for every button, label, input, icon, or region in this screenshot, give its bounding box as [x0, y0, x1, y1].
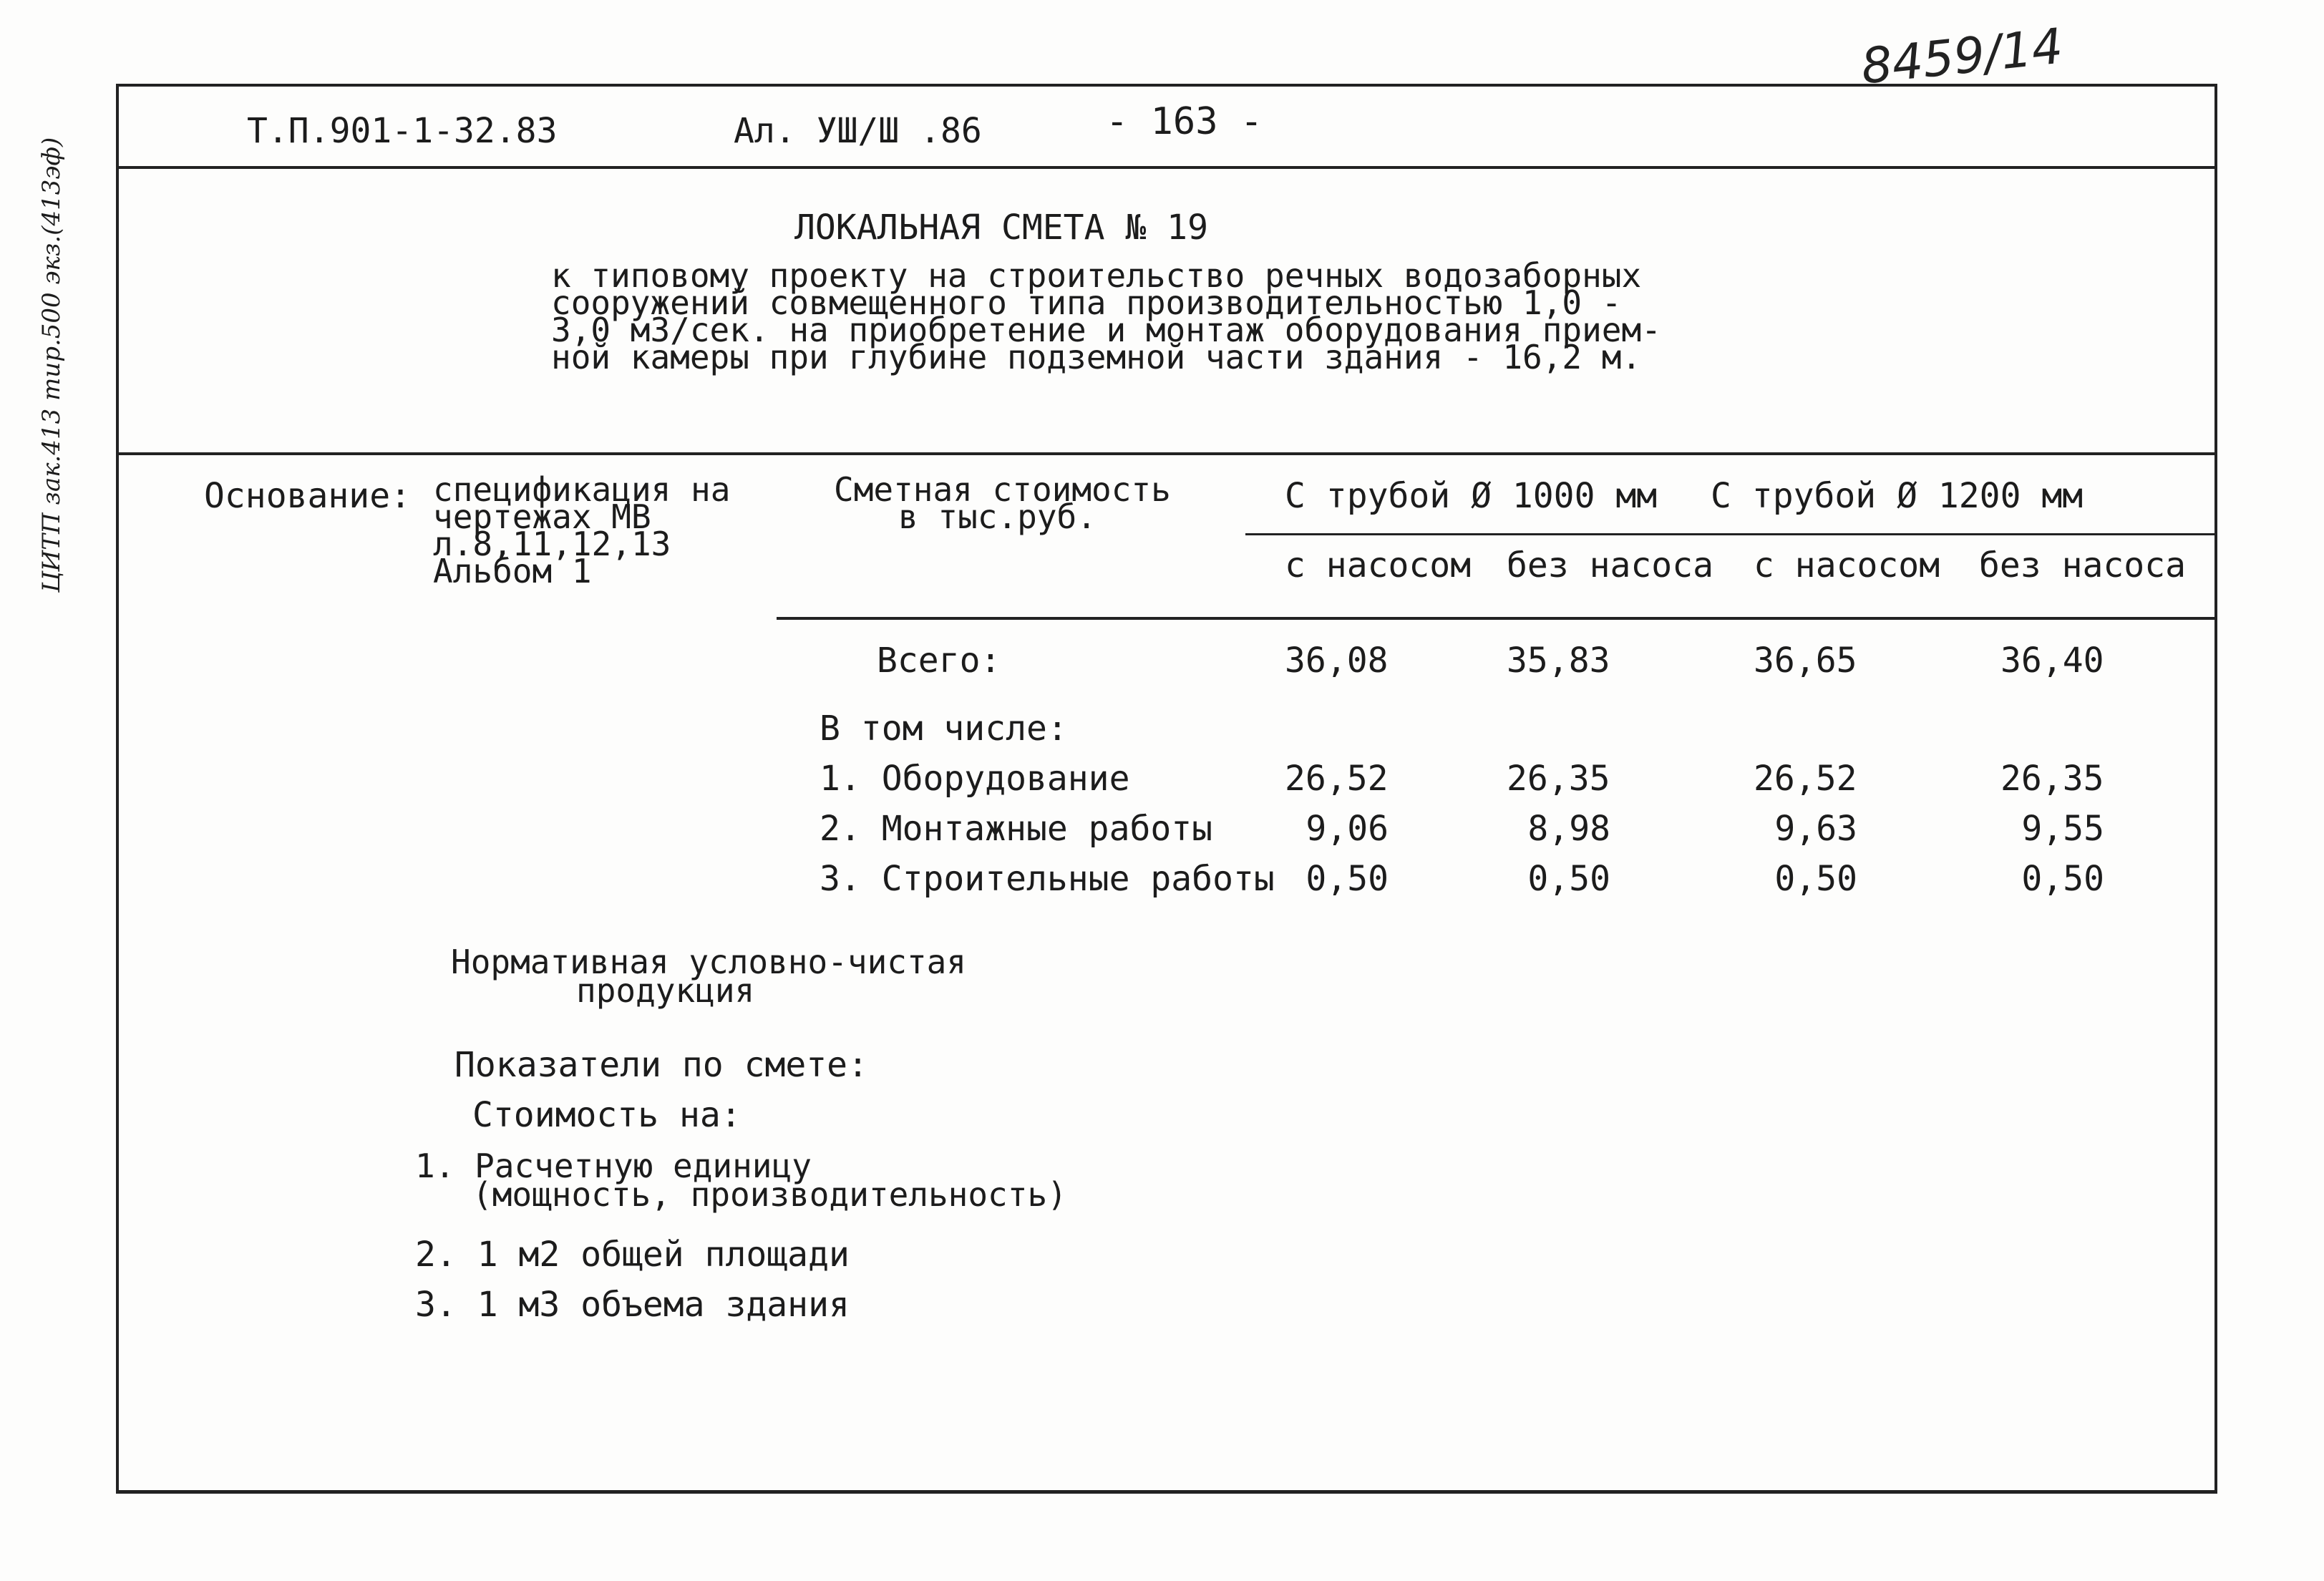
indicator-item-2: 2. 1 м2 общей площади — [415, 1235, 850, 1275]
project-code: Т.П.901-1-32.83 — [247, 111, 558, 151]
indicator-item-1-cont: (мощность, производительность) — [472, 1175, 1067, 1214]
row-total-v3: 36,65 — [1754, 641, 1857, 681]
indicator-item-1: 1. Расчетную единицу — [415, 1147, 812, 1185]
title-line-1: к типовому проекту на строительство речных водозаборных — [551, 256, 1642, 295]
row-including-label: В том числе: — [820, 709, 1068, 749]
group-1200-label: С трубой Ø 1200 мм — [1711, 476, 2084, 516]
row-equipment-label: 1. Оборудование — [820, 759, 1130, 799]
row-construction-v2: 0,50 — [1527, 859, 1610, 899]
row-equipment-v3: 26,52 — [1754, 759, 1857, 799]
normative-line-1: Нормативная условно-чистая — [451, 943, 967, 981]
normative-line-2: продукция — [576, 971, 755, 1010]
cost-header-divider — [777, 617, 2217, 620]
row-construction-v3: 0,50 — [1774, 859, 1857, 899]
indicators-sub: Стоимость на: — [472, 1095, 742, 1135]
cost-header-line-2: в тыс.руб. — [898, 497, 1097, 536]
basis-label: Основание: — [204, 476, 411, 516]
basis-line-3: л.8,11,12,13 — [433, 525, 671, 563]
basis-line-2: чертежах МВ — [433, 497, 651, 536]
page-number: - 163 - — [1106, 100, 1263, 143]
sub-1200-with-pump: с насосом — [1754, 545, 1940, 585]
row-total-v2: 35,83 — [1507, 641, 1610, 681]
row-equipment-v2: 26,35 — [1507, 759, 1610, 799]
header-divider — [116, 166, 2217, 169]
cost-header-line-1: Сметная стоимость — [834, 470, 1171, 509]
row-equipment-v4: 26,35 — [2000, 759, 2104, 799]
indicator-item-3: 3. 1 м3 объема здания — [415, 1285, 850, 1325]
row-installation-v2: 8,98 — [1527, 809, 1610, 849]
row-construction-v4: 0,50 — [2021, 859, 2104, 899]
row-installation-v4: 9,55 — [2021, 809, 2104, 849]
group-1000-label: С трубой Ø 1000 мм — [1285, 476, 1658, 516]
basis-line-4: Альбом 1 — [433, 552, 592, 590]
sub-1200-no-pump: без насоса — [1979, 545, 2186, 585]
sub-1000-no-pump: без насоса — [1507, 545, 1713, 585]
title-line-3: 3,0 м3/сек. на приобретение и монтаж оборудования прием- — [551, 311, 1661, 349]
side-stamp-text: ЦИТП зак.413 тир.500 экз.(413эф) — [37, 137, 66, 593]
row-total-v1: 36,08 — [1285, 641, 1389, 681]
corner-number: 8459/14 — [1858, 18, 2066, 96]
side-stamp — [37, 106, 80, 607]
title-divider — [116, 452, 2217, 455]
sub-1000-with-pump: с насосом — [1285, 545, 1472, 585]
row-installation-label: 2. Монтажные работы — [820, 809, 1213, 849]
indicators-title: Показатели по смете: — [454, 1045, 868, 1085]
row-installation-v3: 9,63 — [1774, 809, 1857, 849]
album-label: Ал. УШ/Ш .86 — [734, 111, 982, 151]
title-line-2: сооружений совмещенного типа производительностью 1,0 - — [551, 283, 1622, 322]
row-construction-v1: 0,50 — [1306, 859, 1389, 899]
row-construction-label: 3. Строительные работы — [820, 859, 1275, 899]
row-total-v4: 36,40 — [2000, 641, 2104, 681]
row-total-label: Всего: — [877, 641, 1001, 681]
estimate-heading: ЛОКАЛЬНАЯ СМЕТА № 19 — [794, 208, 1208, 248]
basis-line-1: спецификация на — [433, 470, 731, 509]
cost-group-divider — [1245, 533, 2217, 535]
title-line-4: ной камеры при глубине подземной части здания - 16,2 м. — [551, 338, 1642, 376]
row-installation-v1: 9,06 — [1306, 809, 1389, 849]
row-equipment-v1: 26,52 — [1285, 759, 1389, 799]
